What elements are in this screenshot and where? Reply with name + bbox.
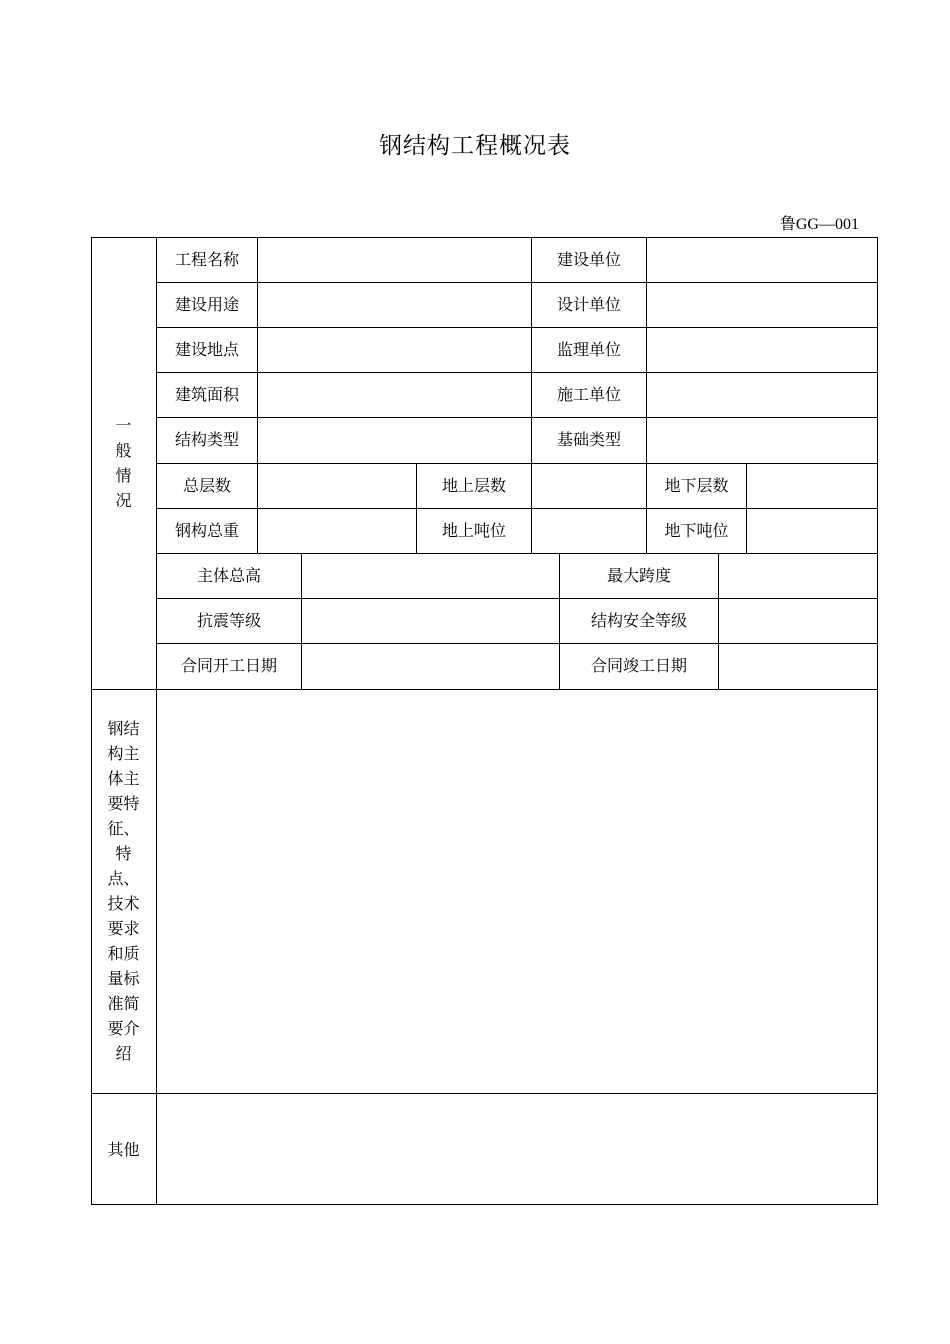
label-construction-unit: 建设单位 [556,249,621,269]
table-border-right [877,237,878,1205]
overview-table [91,237,878,1205]
tonnage-above-value[interactable] [532,508,646,553]
label-supervision-unit: 监理单位 [556,339,621,359]
general-section-label: 一 般 情 况 [115,416,132,510]
label-tonnage-below: 地下吨位 [664,520,729,540]
foundation-type-value[interactable] [647,417,877,463]
label-safety-grade: 结构安全等级 [590,610,687,630]
label-floors-below: 地下层数 [664,475,729,495]
location-value[interactable] [258,327,531,372]
label-main-height: 主体总高 [196,565,261,585]
label-design-unit: 设计单位 [556,294,621,314]
label-tonnage-above: 地上吨位 [441,520,506,540]
form-code: 鲁GG—001 [779,216,859,233]
contract-start-value[interactable] [302,643,559,689]
contract-completion-value[interactable] [719,643,877,689]
floors-above-value[interactable] [532,463,646,508]
building-area-value[interactable] [258,372,531,417]
design-unit-value[interactable] [647,282,877,327]
supervision-unit-value[interactable] [647,327,877,372]
features-content-area[interactable] [157,690,877,1093]
page-title: 钢结构工程概况表 [379,133,571,159]
label-steel-weight: 钢构总重 [174,520,239,540]
label-project-name: 工程名称 [174,249,239,269]
max-span-value[interactable] [719,553,877,598]
safety-grade-value[interactable] [719,598,877,643]
project-name-value[interactable] [258,237,531,282]
construction-unit-value[interactable] [647,237,877,282]
features-section-label: 钢结 构主 体主 要特 征、 特 点、 技术 要求 和质 量标 准简 要介 绍 [107,719,140,1063]
label-foundation-type: 基础类型 [556,430,621,449]
label-location: 建设地点 [174,339,239,359]
tonnage-below-value[interactable] [747,508,877,553]
label-seismic-grade: 抗震等级 [196,610,261,630]
label-max-span: 最大跨度 [606,565,671,585]
floors-below-value[interactable] [747,463,877,508]
main-height-value[interactable] [302,553,559,598]
use-value[interactable] [258,282,531,327]
other-section-label: 其他 [107,1139,140,1159]
contractor-value[interactable] [647,372,877,417]
label-total-floors: 总层数 [182,475,231,495]
table-border-bottom [91,1204,878,1205]
steel-weight-value[interactable] [258,508,416,553]
label-building-area: 建筑面积 [174,384,239,404]
label-contractor: 施工单位 [556,384,621,404]
total-floors-value[interactable] [258,463,416,508]
structure-type-value[interactable] [258,417,531,463]
other-content-area[interactable] [157,1094,877,1204]
label-use: 建设用途 [174,294,239,314]
label-contract-completion: 合同竣工日期 [590,656,687,675]
label-floors-above: 地上层数 [441,475,506,495]
label-contract-start: 合同开工日期 [180,656,277,675]
seismic-grade-value[interactable] [302,598,559,643]
label-structure-type: 结构类型 [174,430,239,449]
